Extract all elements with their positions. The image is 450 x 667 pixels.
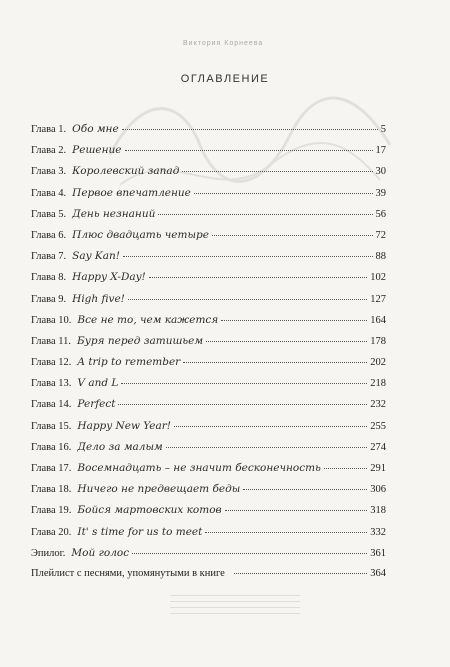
toc-leader-dots bbox=[324, 468, 367, 469]
toc-chapter-title: High five! bbox=[72, 292, 125, 305]
toc-leader-dots bbox=[212, 235, 373, 236]
toc-page-number: 291 bbox=[370, 463, 386, 474]
toc-leader-dots bbox=[122, 129, 378, 130]
toc-leader-dots bbox=[221, 320, 367, 321]
toc-chapter-title: Дело за малым bbox=[77, 440, 163, 453]
toc-chapter-label: Глава 4. bbox=[31, 187, 67, 199]
toc-page-number: 17 bbox=[375, 145, 386, 157]
toc-chapter-label: Глава 14. bbox=[31, 399, 72, 411]
toc-row bbox=[31, 293, 386, 314]
toc-chapter-label: Глава 2. bbox=[31, 145, 67, 157]
toc-chapter-title: Мой голос bbox=[71, 546, 130, 559]
table-of-contents bbox=[31, 123, 386, 589]
toc-row bbox=[31, 547, 386, 568]
toc-row bbox=[31, 123, 386, 144]
toc-chapter-title: Первое впечатление bbox=[72, 186, 191, 199]
toc-row bbox=[31, 483, 386, 504]
toc-chapter-label: Глава 11. bbox=[31, 335, 72, 347]
toc-page-number: 364 bbox=[370, 567, 386, 579]
toc-row bbox=[31, 568, 386, 589]
toc-leader-dots bbox=[194, 193, 373, 194]
toc-page-number: 255 bbox=[370, 420, 386, 432]
toc-chapter-title: Бойся мартовских котов bbox=[77, 504, 222, 517]
toc-chapter-title: V and L bbox=[77, 377, 119, 390]
toc-chapter-title: Восемнадцать – не значит бесконечность bbox=[77, 462, 321, 474]
running-head: Виктория Корнеева bbox=[183, 40, 264, 47]
toc-chapter-label: Глава 1. bbox=[31, 124, 67, 135]
toc-page-number: 88 bbox=[375, 251, 386, 263]
toc-chapter-label: Плейлист с песнями, упомянутыми в книге bbox=[31, 567, 225, 579]
toc-chapter-label: Глава 16. bbox=[31, 441, 72, 453]
toc-chapter-label: Глава 20. bbox=[31, 526, 72, 538]
toc-page-number: 274 bbox=[370, 441, 386, 453]
toc-row bbox=[31, 441, 386, 462]
toc-chapter-label: Глава 3. bbox=[31, 166, 67, 178]
toc-chapter-label: Эпилог. bbox=[31, 547, 66, 559]
toc-row bbox=[31, 229, 386, 250]
toc-page-number: 178 bbox=[370, 335, 386, 347]
toc-page-number: 232 bbox=[370, 399, 386, 411]
toc-row bbox=[31, 462, 386, 483]
toc-leader-dots bbox=[149, 277, 367, 278]
toc-chapter-title: Королевский запад bbox=[72, 165, 180, 178]
toc-chapter-title: Perfect bbox=[77, 398, 116, 411]
toc-chapter-label: Глава 17. bbox=[31, 463, 72, 474]
toc-leader-dots bbox=[234, 573, 367, 574]
toc-chapter-title: Решение bbox=[72, 144, 122, 157]
toc-page-number: 5 bbox=[380, 124, 386, 135]
toc-chapter-title: Ничего не предвещает беды bbox=[77, 483, 241, 496]
toc-leader-dots bbox=[174, 426, 367, 427]
toc-page-number: 56 bbox=[375, 208, 386, 220]
toc-leader-dots bbox=[121, 383, 367, 384]
toc-chapter-title: It' s time for us to meet bbox=[77, 525, 203, 538]
toc-leader-dots bbox=[125, 150, 373, 151]
toc-chapter-title: Say Kan! bbox=[72, 250, 120, 263]
toc-page-number: 332 bbox=[370, 526, 386, 538]
toc-row bbox=[31, 398, 386, 419]
toc-page-number: 318 bbox=[370, 505, 386, 517]
toc-chapter-title: Обо мне bbox=[72, 123, 119, 135]
toc-leader-dots bbox=[243, 489, 367, 490]
page-title: ОГЛАВЛЕНИЕ bbox=[180, 73, 270, 85]
toc-chapter-label: Глава 9. bbox=[31, 293, 67, 305]
toc-page-number: 202 bbox=[370, 357, 386, 369]
toc-leader-dots bbox=[182, 171, 372, 172]
toc-leader-dots bbox=[166, 447, 368, 448]
toc-row bbox=[31, 377, 386, 398]
toc-leader-dots bbox=[183, 362, 367, 363]
toc-page-number: 72 bbox=[375, 229, 386, 241]
toc-chapter-label: Глава 8. bbox=[31, 272, 67, 284]
toc-chapter-title: Плюс двадцать четыре bbox=[72, 228, 209, 241]
show-through-lines bbox=[170, 595, 300, 619]
toc-chapter-title: Все не то, чем кажется bbox=[77, 313, 219, 326]
toc-chapter-label: Глава 12. bbox=[31, 357, 72, 369]
toc-row bbox=[31, 356, 386, 377]
toc-chapter-title: Happy New Year! bbox=[77, 419, 172, 432]
toc-row bbox=[31, 250, 386, 271]
toc-page-number: 218 bbox=[370, 378, 386, 390]
toc-chapter-label: Глава 7. bbox=[31, 251, 67, 263]
toc-chapter-label: Глава 13. bbox=[31, 378, 72, 390]
toc-row bbox=[31, 208, 386, 229]
toc-row bbox=[31, 271, 386, 292]
toc-row bbox=[31, 526, 386, 547]
toc-chapter-label: Глава 5. bbox=[31, 208, 67, 220]
toc-chapter-label: Глава 10. bbox=[31, 314, 72, 326]
toc-leader-dots bbox=[158, 214, 372, 215]
toc-chapter-title: Happy X-Day! bbox=[72, 271, 146, 284]
toc-leader-dots bbox=[118, 404, 367, 405]
toc-chapter-title: Буря перед затишьем bbox=[77, 334, 204, 347]
toc-leader-dots bbox=[132, 553, 367, 554]
toc-leader-dots bbox=[225, 510, 368, 511]
toc-row bbox=[31, 187, 386, 208]
toc-page-number: 39 bbox=[375, 187, 386, 199]
toc-page-number: 127 bbox=[370, 293, 386, 305]
toc-leader-dots bbox=[123, 256, 373, 257]
toc-page-number: 102 bbox=[370, 272, 386, 284]
toc-chapter-title: A trip to remember bbox=[77, 356, 181, 369]
toc-row bbox=[31, 144, 386, 165]
toc-page-number: 164 bbox=[370, 314, 386, 326]
toc-page-number: 306 bbox=[370, 484, 386, 496]
toc-chapter-title: День незнаний bbox=[72, 207, 156, 220]
toc-leader-dots bbox=[206, 341, 367, 342]
toc-row bbox=[31, 335, 386, 356]
toc-leader-dots bbox=[205, 532, 367, 533]
toc-page-number: 361 bbox=[370, 547, 386, 559]
toc-row bbox=[31, 165, 386, 186]
toc-chapter-label: Глава 6. bbox=[31, 229, 67, 241]
toc-chapter-label: Глава 18. bbox=[31, 484, 72, 496]
toc-row bbox=[31, 420, 386, 441]
toc-row bbox=[31, 504, 386, 525]
toc-leader-dots bbox=[128, 299, 367, 300]
toc-chapter-label: Глава 19. bbox=[31, 505, 72, 517]
toc-row bbox=[31, 314, 386, 335]
toc-chapter-label: Глава 15. bbox=[31, 420, 72, 432]
toc-page-number: 30 bbox=[375, 166, 386, 178]
